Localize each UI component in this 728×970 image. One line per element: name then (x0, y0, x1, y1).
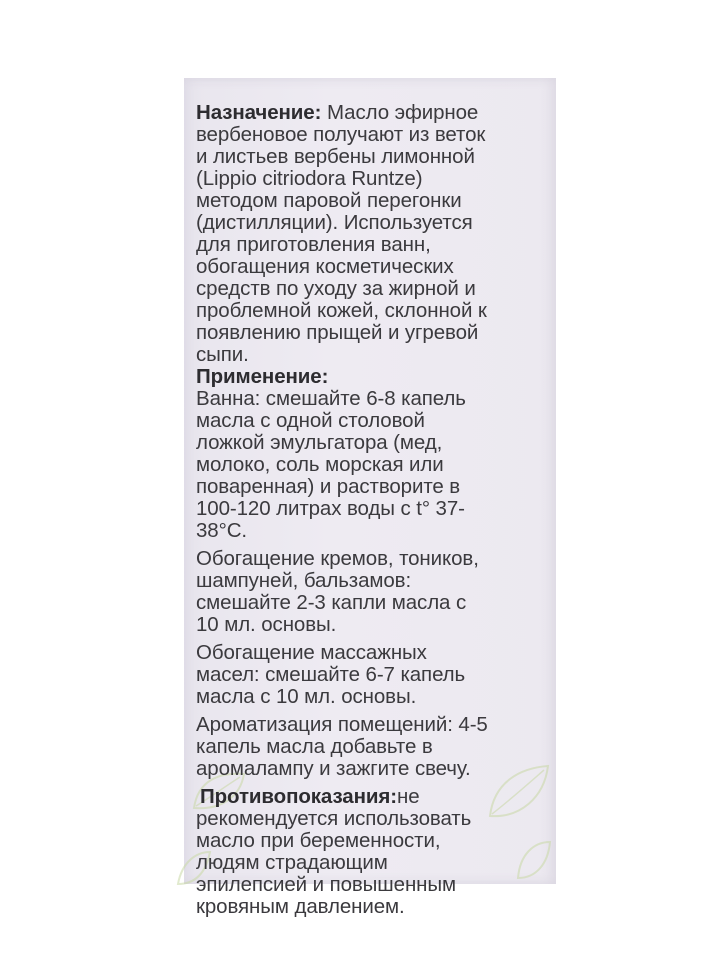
text-line: Обогащение кремов, тоников, (196, 547, 479, 570)
text-line: (Lippio citriodora Runtze) (196, 167, 423, 190)
text-line: проблемной кожей, склонной к (196, 299, 487, 322)
usage-heading: Применение: (196, 365, 329, 388)
text-line: обогащения косметических (196, 255, 454, 278)
text-line: появлению прыщей и угревой (196, 321, 479, 344)
contraindications-heading: Противопоказания: (200, 785, 397, 808)
text-line: 10 мл. основы. (196, 613, 337, 636)
text-line: смешайте 2-3 капли масла с (196, 591, 467, 614)
text-line: средств по уходу за жирной и (196, 277, 476, 300)
text-line: капель масла добавьте в (196, 735, 433, 758)
instruction-text (196, 102, 552, 918)
text-line: для приготовления ванн, (196, 233, 431, 256)
text-line: рекомендуется использовать (196, 807, 472, 830)
text-line: шампуней, бальзамов: (196, 569, 412, 592)
text-line: Ароматизация помещений: 4-5 (196, 713, 488, 736)
text-line: людям страдающим (196, 851, 388, 874)
text-line: молоко, соль морская или (196, 453, 444, 476)
text-line: (дистилляции). Используется (196, 211, 473, 234)
package-panel (184, 78, 556, 918)
text-line: аромалампу и зажгите свечу. (196, 757, 471, 780)
text-line: кровяным давлением. (196, 895, 405, 918)
text-line: сыпи. (196, 343, 249, 366)
text-line: 38°С. (196, 519, 248, 542)
text-line: ложкой эмульгатора (мед, (196, 431, 443, 454)
text-line: 100-120 литрах воды с t° 37- (196, 497, 465, 520)
text-line: масел: смешайте 6-7 капель (196, 663, 466, 686)
text-line: масла с 10 мл. основы. (196, 685, 417, 708)
text-line: масла с одной столовой (196, 409, 425, 432)
text-line: Ванна: смешайте 6-8 капель (196, 387, 466, 410)
contraindications-first-line: Противопоказания:не (200, 785, 420, 808)
purpose-heading: Назначение: (196, 101, 322, 124)
text-line: масло при беременности, (196, 829, 441, 852)
text-line: эпилепсией и повышенным (196, 873, 457, 896)
text-line: методом паровой перегонки (196, 189, 462, 212)
text-line: вербеновое получают из веток (196, 123, 486, 146)
text-line: и листьев вербены лимонной (196, 145, 475, 168)
text-line: Обогащение массажных (196, 641, 427, 664)
purpose-first-line: Назначение: Масло эфирное (196, 101, 479, 124)
text-line: поваренная) и растворите в (196, 475, 461, 498)
